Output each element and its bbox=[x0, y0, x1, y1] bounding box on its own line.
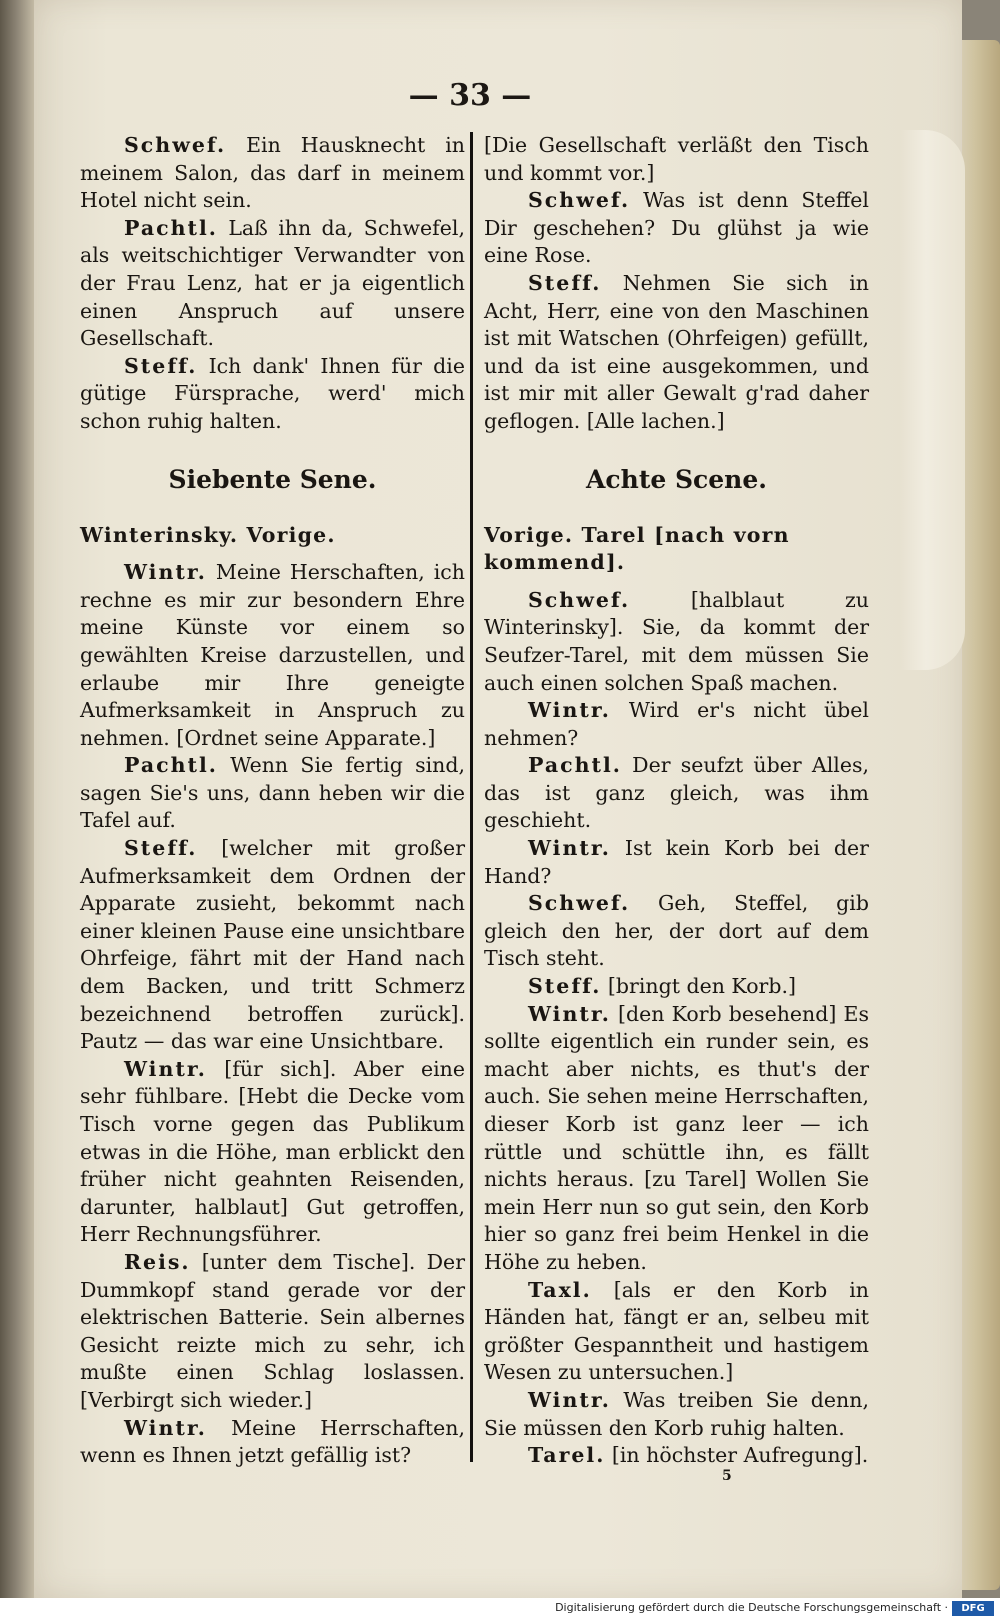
dialogue-paragraph bbox=[80, 353, 465, 436]
dialogue-paragraph bbox=[80, 835, 465, 1056]
dialogue-paragraph bbox=[80, 1249, 465, 1415]
dialogue-paragraph bbox=[484, 270, 869, 436]
speaker-name: Wintr. bbox=[528, 1387, 611, 1412]
dialogue-paragraph bbox=[80, 215, 465, 353]
speaker-name: Wintr. bbox=[124, 1056, 207, 1081]
right-column-part-1 bbox=[484, 132, 869, 436]
dialogue-text: Was ist denn Steffel Dir geschehen? Du glühst ja wie eine Rose. bbox=[484, 188, 869, 268]
scan-left-edge bbox=[0, 0, 36, 1620]
speaker-name: Pachtl. bbox=[528, 753, 622, 778]
speaker-name: Schwef. bbox=[124, 133, 227, 157]
dialogue-text: Laß ihn da, Schwefel, als weitschichtiger Verwandter von der Frau Lenz, hat er ja eigentlich einen Anspruch auf unsere Gesellschaft. bbox=[80, 215, 465, 351]
page-number: — 33 — bbox=[408, 78, 532, 113]
dialogue-text: Nehmen Sie sich in Acht, Herr, eine von den Maschinen ist mit Watschen (Ohrfeigen) gefüllt, und da ist eine ausgekommen, und ist mir mit aller Gewalt g'rad daher geflogen. [Alle lachen.] bbox=[484, 270, 869, 433]
speaker-name: Taxl. bbox=[528, 1277, 592, 1302]
cast-list-left: Winterinsky. Vorige. bbox=[80, 522, 336, 547]
dialogue-paragraph bbox=[80, 559, 465, 752]
dialogue-text: Wird er's nicht übel nehmen? bbox=[484, 698, 869, 750]
dialogue-paragraph bbox=[484, 973, 869, 1001]
dialogue-paragraph bbox=[484, 697, 869, 752]
dialogue-paragraph bbox=[484, 1277, 869, 1387]
dialogue-paragraph bbox=[484, 752, 869, 835]
left-column bbox=[80, 132, 465, 1470]
dialogue-text: [als er den Korb in Händen hat, fängt er an, selbeu mit größter Gespanntheit und hastigem Wesen zu untersuchen.] bbox=[484, 1277, 869, 1385]
speaker-name: Schwef. bbox=[528, 188, 631, 213]
dialogue-text: [bringt den Korb.] bbox=[607, 974, 796, 999]
speaker-name: Tarel. bbox=[528, 1443, 606, 1468]
dialogue-text: [Die Gesellschaft verläßt den Tisch und kommt vor.] bbox=[484, 133, 869, 185]
dfg-logo: DFG bbox=[952, 1601, 994, 1616]
page-fold-shadow bbox=[900, 130, 965, 670]
dialogue-paragraph bbox=[80, 1415, 465, 1470]
speaker-name: Steff. bbox=[528, 974, 602, 999]
speaker-name: Pachtl. bbox=[124, 215, 218, 240]
column-divider bbox=[470, 132, 473, 1462]
left-column-part-2 bbox=[80, 559, 465, 1470]
speaker-name: Steff. bbox=[124, 836, 198, 861]
footer-credit: Digitalisierung gefördert durch die Deutsche Forschungsgemeinschaft · bbox=[555, 1601, 948, 1614]
dialogue-paragraph bbox=[80, 752, 465, 835]
dialogue-text: [welcher mit großer Aufmerksamkeit dem Ordnen der Apparate zusieht, bekommt nach einer kleinen Pause eine unsichtbare Ohrfeige, fährt mit der Hand nach dem Backen, und tritt Schmerz bezeichnend betroffen zurück]. Pautz — das war eine Unsichtbare. bbox=[80, 836, 465, 1054]
dialogue-text: Geh, Steffel, gib gleich den her, der dort auf dem Tisch steht. bbox=[484, 891, 869, 971]
left-column-part-1 bbox=[80, 132, 465, 436]
speaker-name: Wintr. bbox=[528, 836, 611, 861]
speaker-name: Schwef. bbox=[528, 587, 631, 612]
speaker-name: Pachtl. bbox=[124, 753, 218, 778]
dialogue-text: Was treiben Sie denn, Sie müssen den Korb ruhig halten. bbox=[484, 1387, 869, 1440]
dialogue-text: Ich dank' Ihnen für die gütige Fürsprache, werd' mich schon ruhig halten. bbox=[80, 353, 465, 433]
dialogue-text: [unter dem Tische]. Der Dummkopf stand gerade vor der elektrischen Batterie. Sein albernes Gesicht reizte mich zu sehr, ich mußte einen Schlag loslassen. [Verbirgt sich wieder.] bbox=[80, 1249, 465, 1412]
dialogue-text: [halblaut zu Winterinsky]. Sie, da kommt der Seufzer-Tarel, mit dem müssen Sie auch einen solchen Spaß machen. bbox=[484, 587, 869, 695]
speaker-name: Wintr. bbox=[124, 1415, 207, 1440]
dialogue-paragraph bbox=[484, 187, 869, 270]
dialogue-text: [für sich]. Aber eine sehr fühlbare. [Hebt die Decke vom Tisch vorne gegen das Publikum etwas in die Höhe, man erblickt den früher nicht geahnten Reisenden, darunter, halblaut] Gut getroffen, Herr Rechnungsführer. bbox=[80, 1056, 465, 1247]
signature-mark: 5 bbox=[722, 1468, 732, 1484]
scene-heading-left: Siebente Sene. bbox=[168, 464, 377, 494]
dialogue-text: Meine Herrschaften, wenn es Ihnen jetzt gefällig ist? bbox=[80, 1415, 465, 1468]
dialogue-paragraph bbox=[484, 1001, 869, 1277]
dialogue-text: [in höchster Aufregung]. bbox=[611, 1443, 869, 1468]
speaker-name: Steff. bbox=[124, 353, 198, 378]
dialogue-paragraph bbox=[484, 835, 869, 890]
dialogue-text: Der seufzt über Alles, das ist ganz gleich, was ihm geschieht. bbox=[484, 753, 869, 833]
dialogue-text: Ist kein Korb bei der Hand? bbox=[484, 836, 869, 888]
dialogue-paragraph bbox=[484, 1442, 869, 1470]
speaker-name: Wintr. bbox=[528, 1001, 611, 1026]
footer-bar bbox=[0, 1598, 1000, 1620]
speaker-name: Schwef. bbox=[528, 891, 631, 916]
dialogue-paragraph bbox=[484, 132, 869, 187]
dialogue-paragraph bbox=[484, 587, 869, 697]
dialogue-text: [den Korb besehend] Es sollte eigentlich ein runder sein, es macht aber nichts, es thut's der auch. Sie sehen meine Herrschaften, dieser Korb ist ganz leer — ich rüttle und schüttle ihn, es fällt nichts heraus. [zu Tarel] Wollen Sie mein Herr nun so gut sein, den Korb hier so ganz frei beim Henkel in die Höhe zu heben. bbox=[484, 1001, 869, 1274]
speaker-name: Steff. bbox=[528, 270, 602, 295]
dialogue-paragraph bbox=[80, 1056, 465, 1249]
scene-heading-right: Achte Scene. bbox=[586, 464, 767, 494]
speaker-name: Reis. bbox=[124, 1249, 191, 1274]
dialogue-text: Meine Herschaften, ich rechne es mir zur besondern Ehre meine Künste vor einem so gewählten Kreise darzustellen, und erlaube mir Ihre geneigte Aufmerksamkeit in Anspruch zu nehmen. [Ordnet seine Apparate.] bbox=[80, 560, 465, 750]
dialogue-text: Wenn Sie fertig sind, sagen Sie's uns, dann heben wir die Tafel auf. bbox=[80, 753, 465, 833]
dialogue-paragraph bbox=[484, 1387, 869, 1442]
speaker-name: Wintr. bbox=[528, 698, 611, 723]
right-column-part-2 bbox=[484, 587, 869, 1470]
right-column bbox=[484, 132, 869, 1470]
dialogue-paragraph bbox=[80, 132, 465, 215]
speaker-name: Wintr. bbox=[124, 560, 207, 585]
dialogue-paragraph bbox=[484, 890, 869, 973]
dialogue-text: Ein Hausknecht in meinem Salon, das darf in meinem Hotel nicht sein. bbox=[80, 133, 465, 213]
cast-list-right: Vorige. Tarel [nach vorn kommend]. bbox=[484, 522, 790, 575]
